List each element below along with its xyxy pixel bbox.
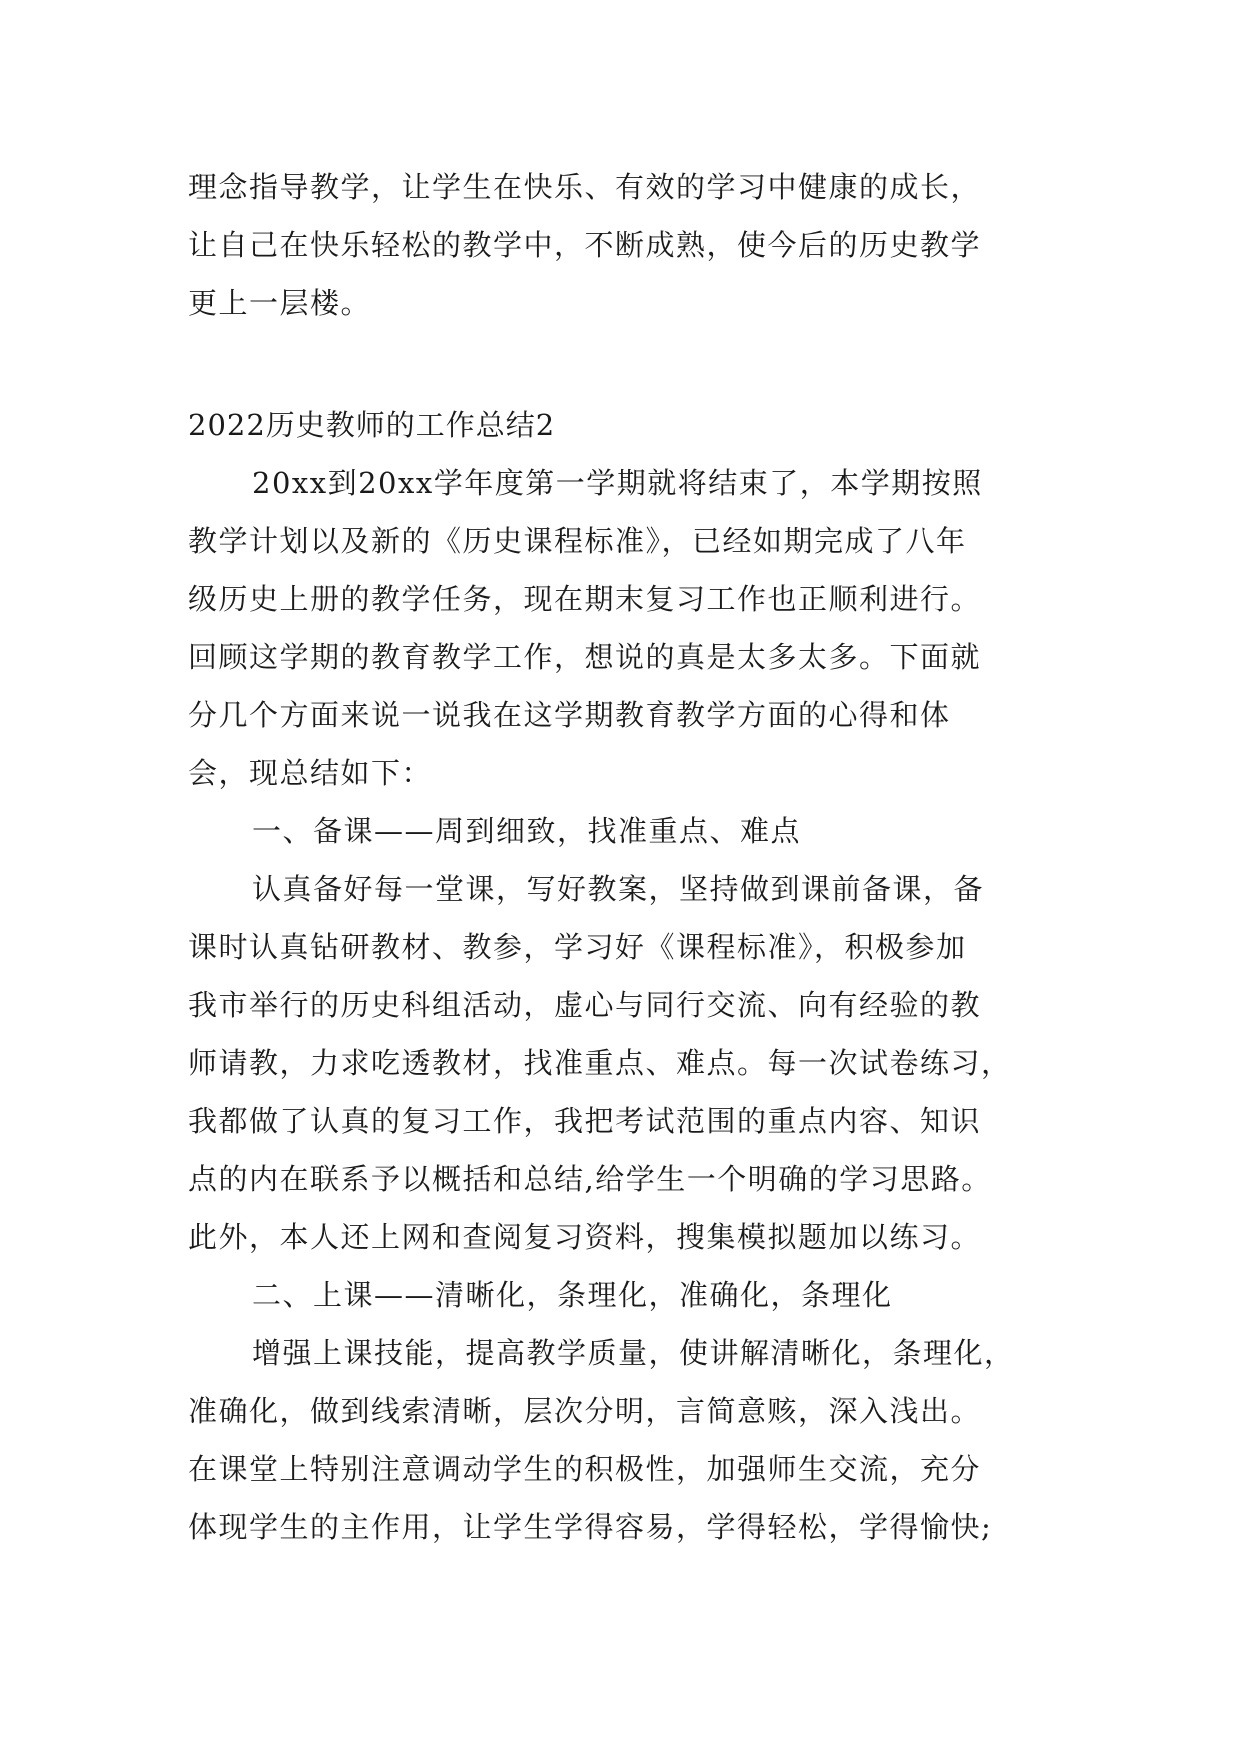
- paragraph-line: 增强上课技能，提高教学质量，使讲解清晰化，条理化，: [252, 1336, 1015, 1370]
- paragraph-line: 课时认真钻研教材、教参，学习好《课程标准》，积极参加: [188, 930, 967, 964]
- paragraph-line: 我市举行的历史科组活动，虚心与同行交流、向有经验的教: [188, 988, 982, 1022]
- paragraph-line: 体现学生的主作用，让学生学得容易，学得轻松，学得愉快;: [188, 1510, 993, 1544]
- section-title: 2022历史教师的工作总结2: [188, 408, 556, 442]
- subheading-lecture: 二、上课——清晰化，条理化，准确化，条理化: [252, 1278, 893, 1312]
- paragraph-line: 我都做了认真的复习工作，我把考试范围的重点内容、知识: [188, 1104, 982, 1138]
- paragraph-line: 分几个方面来说一说我在这学期教育教学方面的心得和体: [188, 698, 951, 732]
- paragraph-line: 会，现总结如下：: [188, 756, 433, 790]
- paragraph-line: 级历史上册的教学任务，现在期末复习工作也正顺利进行。: [188, 582, 982, 616]
- intro-line: 理念指导教学，让学生在快乐、有效的学习中健康的成长，: [188, 170, 982, 204]
- document-body: [188, 158, 1060, 1556]
- paragraph-line: 20xx到20xx学年度第一学期就将结束了，本学期按照: [252, 466, 983, 500]
- paragraph-line: 教学计划以及新的《历史课程标准》，已经如期完成了八年: [188, 524, 967, 558]
- paragraph-gap: [188, 332, 1060, 396]
- intro-line: 更上一层楼。: [188, 286, 372, 320]
- subheading-prepare: 一、备课——周到细致，找准重点、难点: [252, 814, 802, 848]
- paragraph-line: 准确化，做到线索清晰，层次分明，言简意赅，深入浅出。: [188, 1394, 982, 1428]
- paragraph-line: 回顾这学期的教育教学工作，想说的真是太多太多。下面就: [188, 640, 982, 674]
- paragraph-line: 在课堂上特别注意调动学生的积极性，加强师生交流，充分: [188, 1452, 982, 1486]
- paragraph-line: 认真备好每一堂课，写好教案，坚持做到课前备课，备: [252, 872, 985, 906]
- paragraph-line: 师请教，力求吃透教材，找准重点、难点。每一次试卷练习，: [188, 1046, 1012, 1080]
- paragraph-line: 此外，本人还上网和查阅复习资料，搜集模拟题加以练习。: [188, 1220, 982, 1254]
- intro-line: 让自己在快乐轻松的教学中，不断成熟，使今后的历史教学: [188, 228, 982, 262]
- paragraph-line: 点的内在联系予以概括和总结,给学生一个明确的学习思路。: [188, 1162, 992, 1196]
